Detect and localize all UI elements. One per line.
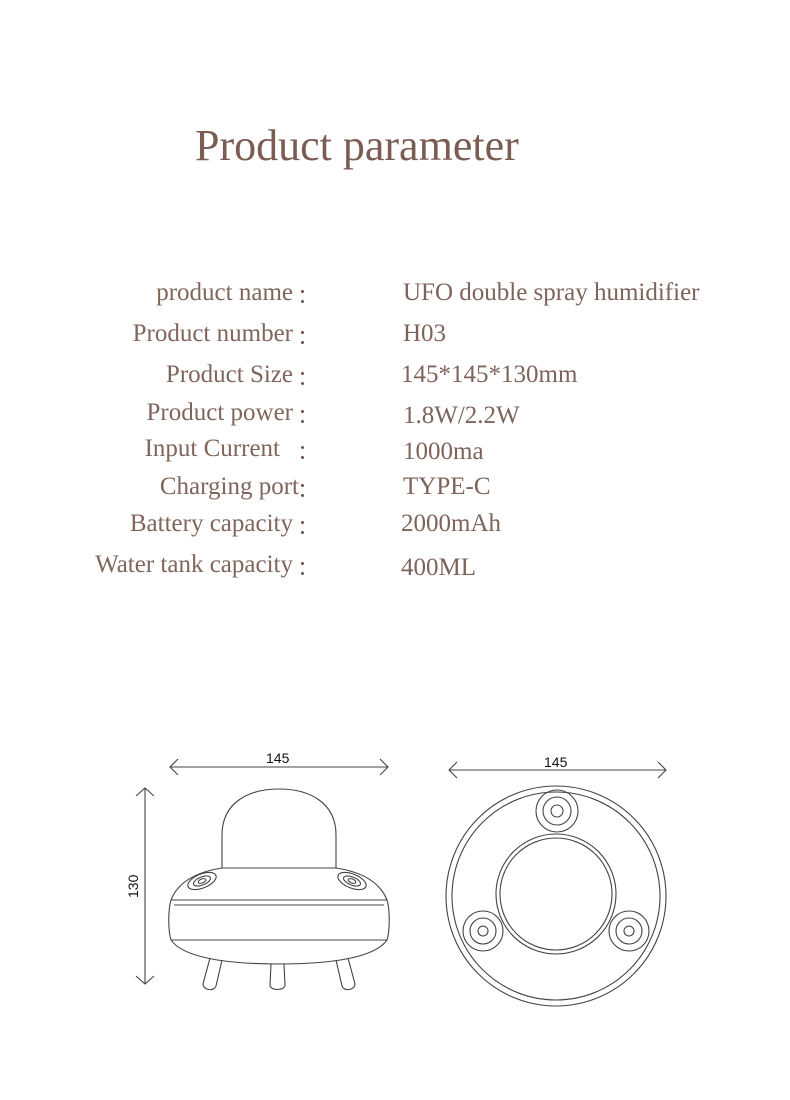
right-nozzle [609,911,649,951]
param-label: Water tank capacity [95,551,293,578]
left-nozzle [463,911,503,951]
param-label: Charging port [159,473,299,500]
outer-rim [446,786,666,1006]
param-value: 1000ma [403,438,484,465]
param-value: 1.8W/2.2W [403,402,520,429]
right-leg [336,958,355,990]
param-value: TYPE-C [403,473,491,500]
param-label: Product power [146,399,293,426]
param-label: Input Current [144,435,280,462]
inner-rim [452,792,660,1000]
dome-outline [222,789,336,868]
param-label: Battery capacity [129,510,293,537]
param-value: 400ML [401,554,476,581]
middle-leg [270,964,285,990]
param-label: Product number [132,320,293,347]
page-title: Product parameter [195,121,519,170]
left-leg [203,958,222,990]
top-view-drawing [446,762,666,1006]
dome-outer-circle [496,834,616,954]
top-width-label: 145 [544,754,568,770]
param-value: UFO double spray humidifier [403,279,700,306]
param-value: H03 [403,320,447,347]
side-view-drawing [136,759,389,990]
side-height-label: 130 [125,874,141,898]
body-band [169,900,390,940]
body-lower-curve [171,940,387,964]
param-value: 2000mAh [401,510,501,537]
side-width-label: 145 [266,750,290,766]
right-spray-nozzle [335,869,368,893]
param-label: product name [156,279,293,306]
body-upper-left [171,868,222,900]
param-label: Product Size [165,361,293,388]
param-value: 145*145*130mm [401,361,578,388]
dome-inner-circle [500,838,612,950]
top-nozzle [536,790,578,832]
